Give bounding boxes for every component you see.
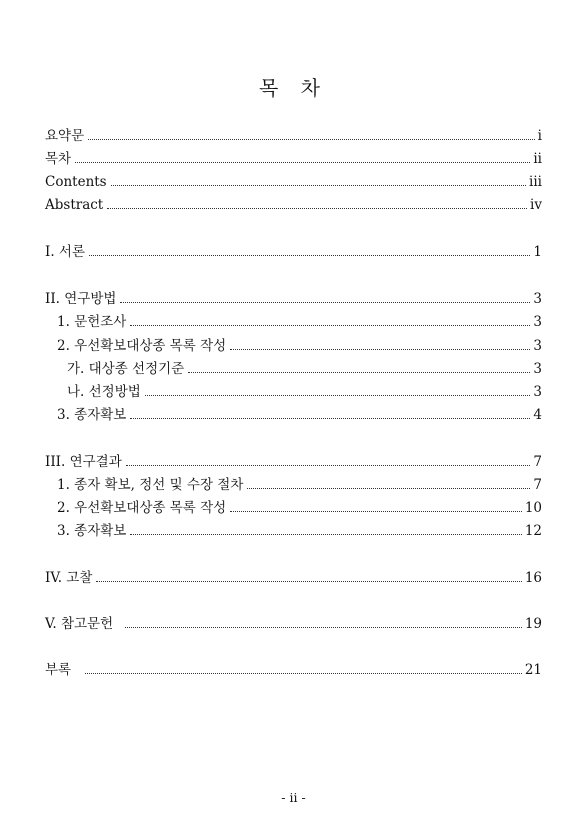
dot-leader <box>230 511 522 512</box>
dot-leader <box>125 627 522 628</box>
dot-leader <box>247 488 530 489</box>
toc-entry-label: V. 참고문헌 <box>45 616 114 632</box>
toc-entry-page: iii <box>529 174 542 190</box>
toc-entry-label: 2. 우선확보대상종 목록 작성 <box>57 338 227 354</box>
toc-entry-label: 1. 문헌조사 <box>57 314 127 330</box>
toc-entry-page: 1 <box>533 244 542 260</box>
toc-entry-seed-procedure[interactable] <box>57 476 542 494</box>
toc-entry-page: 12 <box>524 523 542 539</box>
dot-leader <box>188 372 530 373</box>
toc-entry-page: 3 <box>533 361 542 377</box>
toc-entry-appendix[interactable] <box>45 661 542 679</box>
dot-leader <box>230 349 530 350</box>
dot-leader <box>120 302 530 303</box>
toc-entry-label: 요약문 <box>45 128 85 144</box>
dot-leader <box>107 208 527 209</box>
toc-entry-page: 7 <box>533 454 542 470</box>
toc-entry-page: 3 <box>533 314 542 330</box>
page-title: 목 차 <box>259 76 328 100</box>
toc-entry-page: iv <box>530 197 542 213</box>
toc-entry-label: 1. 종자 확보, 정선 및 수장 절차 <box>57 477 244 493</box>
toc-entry-results[interactable] <box>45 453 542 471</box>
dot-leader <box>89 255 530 256</box>
dot-leader <box>126 465 531 466</box>
dot-leader <box>130 325 530 326</box>
toc-entry-methods[interactable] <box>45 290 542 308</box>
toc-entry-abstract[interactable] <box>45 196 542 214</box>
toc-entry-page: 19 <box>524 616 542 632</box>
dot-leader <box>75 162 530 163</box>
toc-entry-page: 3 <box>533 384 542 400</box>
toc-entry-priority-species-list-results[interactable] <box>57 499 542 517</box>
toc-entry-page: 10 <box>524 500 542 516</box>
page-number-footer: - ii - <box>281 790 306 805</box>
dot-leader <box>130 534 521 535</box>
toc-entry-page: 4 <box>533 407 542 423</box>
toc-entry-priority-species-list[interactable] <box>57 337 542 355</box>
toc-entry-label: Contents <box>45 174 107 190</box>
toc-entry-label: 3. 종자확보 <box>57 523 127 539</box>
dot-leader <box>130 418 530 419</box>
dot-leader <box>145 395 531 396</box>
toc-entry-label: 목차 <box>45 151 72 167</box>
table-of-contents <box>45 0 542 700</box>
toc-entry-page: i <box>537 128 542 144</box>
toc-entry-page: 3 <box>533 338 542 354</box>
dot-leader <box>96 581 521 582</box>
toc-entry-introduction[interactable] <box>45 243 542 261</box>
toc-entry-discussion[interactable] <box>45 569 542 587</box>
toc-entry-label: 나. 선정방법 <box>67 384 141 400</box>
toc-entry-references[interactable] <box>45 615 542 633</box>
toc-entry-label: II. 연구방법 <box>45 291 117 307</box>
toc-entry-selection-criteria[interactable] <box>67 360 542 378</box>
toc-entry-page: 16 <box>524 570 542 586</box>
toc-entry-label: I. 서론 <box>45 244 85 260</box>
dot-leader <box>88 139 535 140</box>
toc-entry-page: 3 <box>533 291 542 307</box>
toc-entry-seed-acquisition[interactable] <box>57 406 542 424</box>
dot-leader <box>111 185 526 186</box>
toc-entry-summary[interactable] <box>45 127 542 145</box>
toc-entry-label: III. 연구결과 <box>45 454 122 470</box>
toc-entry-label: 부록 <box>45 662 72 678</box>
toc-entry-literature-review[interactable] <box>57 313 542 331</box>
toc-entry-contents[interactable] <box>45 173 542 191</box>
dot-leader <box>85 673 522 674</box>
toc-entry-label: 가. 대상종 선정기준 <box>67 361 185 377</box>
toc-entry-page: 21 <box>524 662 542 678</box>
toc-entry-label: 3. 종자확보 <box>57 407 127 423</box>
toc-entry-toc[interactable] <box>45 150 542 168</box>
toc-entry-selection-method[interactable] <box>67 383 542 401</box>
toc-entry-label: IV. 고찰 <box>45 570 93 586</box>
toc-entry-seed-acquisition-results[interactable] <box>57 522 542 540</box>
toc-entry-label: 2. 우선확보대상종 목록 작성 <box>57 500 227 516</box>
toc-entry-page: ii <box>533 151 542 167</box>
toc-entry-page: 7 <box>533 477 542 493</box>
toc-entry-label: Abstract <box>45 197 104 213</box>
